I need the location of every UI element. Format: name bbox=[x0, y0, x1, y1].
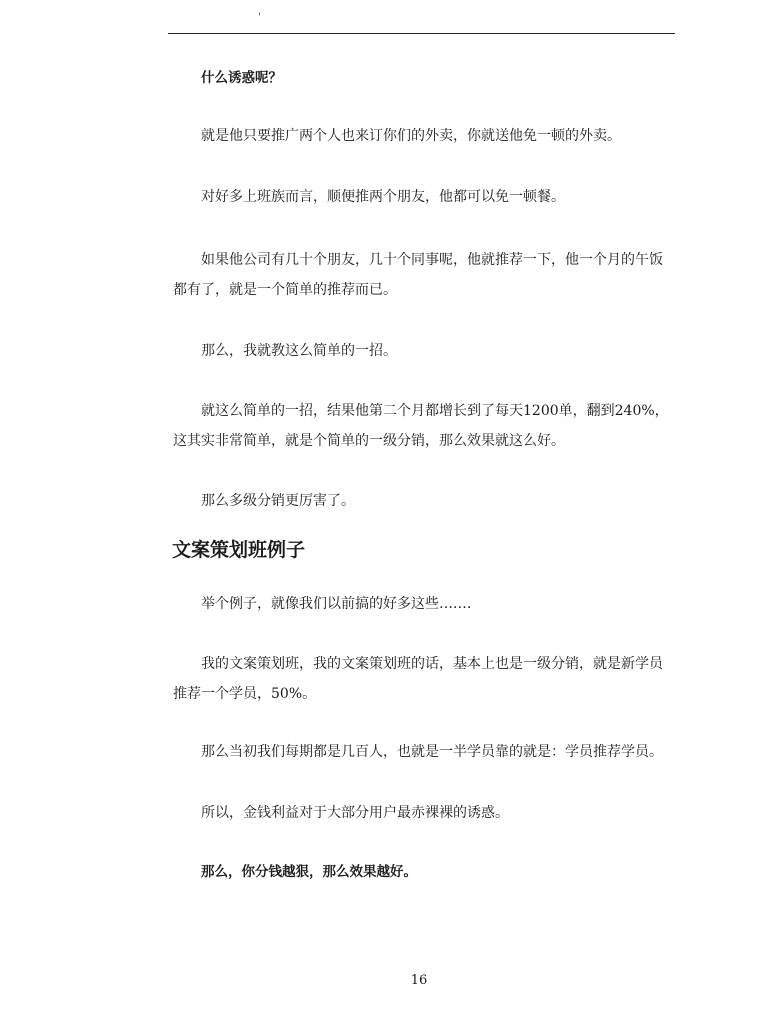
section-heading: 文案策划班例子 bbox=[172, 539, 306, 561]
paragraph-share-more bbox=[173, 857, 678, 887]
paragraph-line: 就这么简单的一招，结果他第二个月都增长到了每天1200单，翻到240%， bbox=[201, 403, 669, 419]
paragraph-example bbox=[173, 589, 678, 619]
paragraph-line: 那么，我就教这么简单的一招。 bbox=[201, 343, 397, 359]
paragraph-line: 那么当初我们每期都是几百人，也就是一半学员靠的就是：学员推荐学员。 bbox=[201, 744, 663, 760]
paragraph-what-temptation bbox=[173, 63, 678, 93]
paragraph-growth-result bbox=[173, 396, 678, 456]
paragraph-promote-two bbox=[173, 121, 678, 151]
paragraph-line: 举个例子，就像我们以前搞的好多这些….… bbox=[201, 596, 472, 612]
paragraph-line: 就是他只要推广两个人也来订你们的外卖，你就送他免一顿的外卖。 bbox=[201, 128, 621, 144]
paragraph-company-friends bbox=[173, 245, 678, 305]
page-number: 16 bbox=[410, 973, 428, 988]
paragraph-line: 那么，你分钱越狠，那么效果越好。 bbox=[201, 864, 417, 880]
paragraph-line: 那么多级分销更厉害了。 bbox=[201, 493, 355, 509]
paragraph-money-temptation bbox=[173, 798, 678, 828]
paragraph-line: 推荐一个学员，50%。 bbox=[173, 686, 317, 702]
header-mark: ' bbox=[258, 12, 261, 23]
paragraph-simple-trick bbox=[173, 336, 678, 366]
paragraph-multi-level bbox=[173, 486, 678, 516]
paragraph-line: 对好多上班族而言，顺便推两个朋友，他都可以免一顿餐。 bbox=[201, 189, 565, 205]
header-rule bbox=[168, 33, 675, 34]
paragraph-line: 所以，金钱利益对于大部分用户最赤裸裸的诱惑。 bbox=[201, 805, 509, 821]
paragraph-line: 我的文案策划班，我的文案策划班的话，基本上也是一级分销，就是新学员 bbox=[201, 656, 663, 672]
paragraph-line: 如果他公司有几十个朋友，几十个同事呢，他就推荐一下，他一个月的午饭 bbox=[201, 252, 663, 268]
paragraph-line: 这其实非常简单，就是个简单的一级分销，那么效果就这么好。 bbox=[173, 433, 565, 449]
paragraph-hundreds-students bbox=[173, 737, 678, 767]
paragraph-line: 都有了，就是一个简单的推荐而已。 bbox=[173, 282, 397, 298]
paragraph-copywriting-class bbox=[173, 649, 678, 709]
paragraph-line: 什么诱惑呢？ bbox=[201, 70, 282, 86]
paragraph-office-workers bbox=[173, 182, 678, 212]
